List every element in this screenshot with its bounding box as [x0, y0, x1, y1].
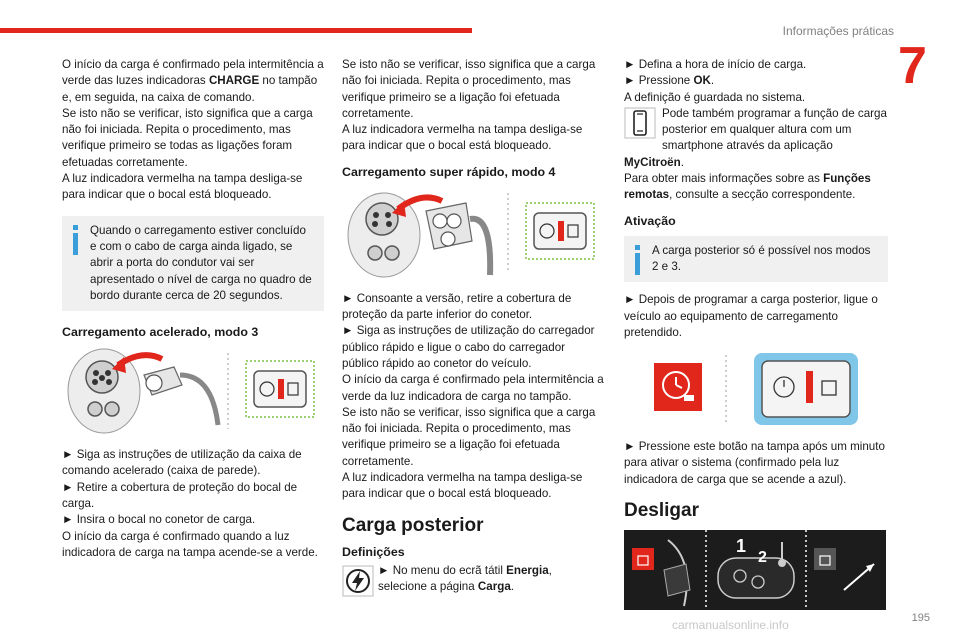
chapter-number: 7	[898, 37, 927, 95]
step: ► Defina a hora de início de carga.	[624, 58, 807, 71]
smartphone-note: Pode também programar a função de carga posterior em qualquer altura com um smartphone através da aplicação MyCitroën.	[624, 106, 887, 169]
step: ► Depois de programar a carga posterior, ligue o veículo ao equipamento de carregamento pretendido.	[624, 293, 878, 339]
smartphone-icon	[624, 107, 656, 139]
paragraph: A luz indicadora vermelha na tampa desliga-se para indicar que o bocal está bloqueado.	[62, 172, 303, 202]
info-icon	[631, 245, 645, 277]
heading-definicoes: Definições	[342, 544, 405, 559]
paragraph: A luz indicadora vermelha na tampa desliga-se para indicar que o bocal está bloqueado.	[342, 471, 583, 501]
section-title: Informações práticas	[782, 24, 894, 38]
heading-mode3: Carregamento acelerado, modo 3	[62, 325, 259, 340]
step: ► Insira o bocal no conetor de carga.	[62, 513, 256, 527]
heading-ativacao: Ativação	[624, 213, 676, 228]
paragraph: A luz indicadora vermelha na tampa desliga-se para indicar que o bocal está bloqueado.	[342, 123, 583, 153]
figure-disconnect	[624, 530, 886, 610]
header-accent-bar	[0, 28, 472, 33]
paragraph: O início da carga é confirmado pela intermitência a verde da luz indicadora de carga no tampão.	[342, 373, 604, 403]
figure-label-1: 1	[736, 536, 747, 557]
paragraph: O início da carga é confirmado pela intermitência a verde das luzes indicadoras CHARGE no tampão e, em seguida, na caixa de comando.	[62, 58, 324, 104]
energy-menu-icon	[342, 565, 374, 597]
figure-label-2: 2	[758, 549, 767, 567]
step: ► Consoante a versão, retire a cobertura de proteção da parte inferior do conetor.	[342, 291, 572, 322]
heading-desligar: Desligar	[624, 500, 699, 522]
step: ► Retire a cobertura de proteção do bocal de carga.	[62, 480, 298, 511]
note-text: A carga posterior só é possível nos modos 2 e 3.	[652, 243, 871, 273]
heading-mode4: Carregamento super rápido, modo 4	[342, 164, 556, 179]
paragraph: Se isto não se verificar, isso significa que a carga não foi iniciada. Repita o procedimento, mas verifique primeiro se a ligação foi efetuada corretamente.	[342, 58, 596, 120]
disconnect-illustration	[624, 530, 886, 610]
heading-carga-posterior: Carga posterior	[342, 514, 484, 536]
figure-mode4	[342, 185, 604, 281]
delayed-charge-button-illustration	[624, 349, 886, 429]
paragraph: Se isto não se verificar, isso significa que a carga não foi iniciada. Repita o procedimento, mas verifique primeiro se a ligação foi efetuada corretamente.	[342, 405, 596, 468]
watermark: carmanualsonline.info	[672, 618, 789, 632]
note-text: Quando o carregamento estiver concluído e com o cabo de carga ainda ligado, se abrir a porta do condutor vai ser apresentado o nível de carga no quadro de bordo durante cerca de 20 segundos.	[90, 223, 312, 302]
info-note	[62, 216, 324, 311]
step: ► Siga as instruções de utilização da caixa de comando acelerado (caixa de parede).	[62, 448, 302, 478]
info-note	[624, 236, 888, 283]
column-2	[342, 57, 604, 595]
info-icon	[69, 225, 83, 257]
paragraph: A definição é guardada no sistema.	[624, 90, 806, 104]
charging-mode3-illustration	[62, 345, 324, 437]
page-number: 195	[911, 612, 930, 624]
step: ► Pressione OK.	[624, 74, 715, 88]
column-1	[62, 57, 324, 561]
figure-mode3	[62, 345, 324, 437]
paragraph: O início da carga é confirmado quando a luz indicadora de carga na tampa acende-se a verde.	[62, 529, 318, 559]
step: ► Pressione este botão na tampa após um minuto para ativar o sistema (confirmado pela luz indicadora de carga que se acende a azul).	[624, 440, 885, 486]
step: ► Siga as instruções de utilização do carregador público rápido e ligue o cabo do carregador público rápido ao conetor do veículo.	[342, 324, 595, 370]
paragraph: Se isto não se verificar, isto significa que a carga não foi iniciada. Repita o procedimento, mas verifique primeiro se todas as ligações foram efetuadas corretamente.	[62, 106, 313, 169]
charging-mode4-illustration	[342, 185, 604, 281]
column-3	[624, 57, 888, 610]
energy-step: ► No menu do ecrã tátil Energia, selecione a página Carga.	[342, 563, 604, 596]
paragraph: Para obter mais informações sobre as Funções remotas, consulte a secção correspondente.	[624, 172, 871, 202]
figure-delayed-charge-button	[624, 349, 886, 429]
